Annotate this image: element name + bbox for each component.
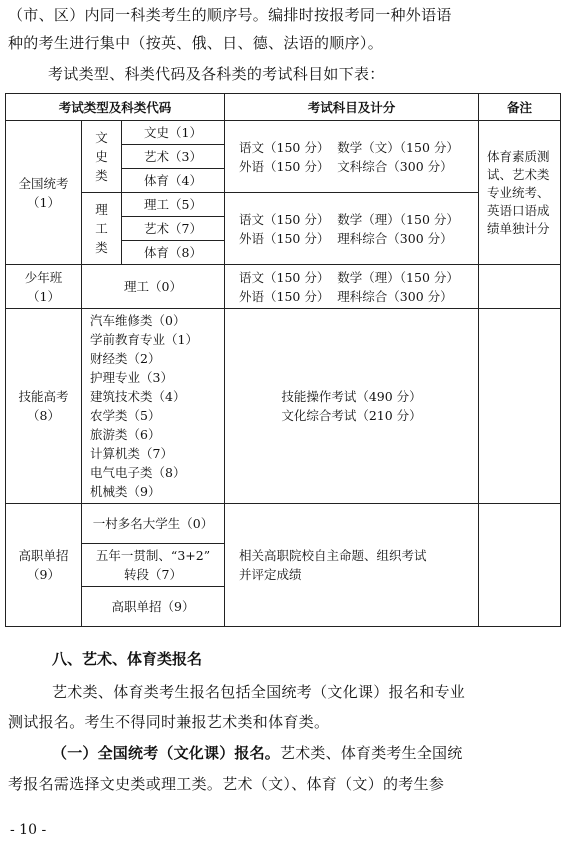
vocational-subjects-line: 并评定成绩 bbox=[239, 567, 302, 582]
page-number: - 10 - bbox=[10, 822, 47, 838]
wenshi-label-cell bbox=[82, 121, 122, 193]
skill-item: 电气电子类（8） bbox=[90, 465, 186, 480]
ligong-item: 艺术（7） bbox=[122, 217, 225, 241]
skill-item: 机械类（9） bbox=[90, 484, 161, 499]
paragraph-line bbox=[52, 742, 462, 763]
skill-subjects-line: 技能操作考试（490 分） bbox=[281, 389, 422, 404]
juvenile-note-cell bbox=[479, 265, 561, 309]
skill-item: 财经类（2） bbox=[90, 351, 161, 366]
header-subjects: 考试科目及计分 bbox=[225, 94, 479, 121]
skill-item: 旅游类（6） bbox=[90, 427, 161, 442]
skill-items-cell bbox=[82, 309, 225, 504]
paragraph-line: 测试报名。考生不得同时兼报艺术类和体育类。 bbox=[8, 713, 330, 731]
juvenile-subjects-line: 外语（150 分） 理科综合（300 分） bbox=[239, 288, 453, 304]
juvenile-subjects-cell bbox=[225, 265, 479, 309]
skill-note-cell bbox=[479, 309, 561, 504]
skill-item: 汽车维修类（0） bbox=[90, 313, 186, 328]
ligong-char: 工 bbox=[95, 221, 108, 236]
vocational-note-cell bbox=[479, 504, 561, 627]
table-row bbox=[6, 121, 561, 145]
ligong-char: 理 bbox=[95, 202, 108, 217]
juvenile-label: 少年班 bbox=[24, 269, 63, 285]
vocational-subjects-cell bbox=[225, 504, 479, 627]
skill-item: 农学类（5） bbox=[90, 408, 161, 423]
vocational-label-cell bbox=[6, 504, 82, 627]
intro-line-2: 种的考生进行集中（按英、俄、日、德、法语的顺序）。 bbox=[8, 34, 384, 52]
national-label-cell bbox=[6, 121, 82, 265]
header-note: 备注 bbox=[479, 94, 561, 121]
ligong-subjects-line: 语文（150 分） 数学（理）（150 分） bbox=[239, 211, 459, 227]
vocational-subjects-line: 相关高职院校自主命题、组织考试 bbox=[239, 548, 427, 563]
table-row bbox=[6, 193, 561, 217]
ligong-subjects-cell bbox=[225, 193, 479, 265]
vocational-item-line: 转段（7） bbox=[124, 567, 182, 582]
exam-subjects-table bbox=[5, 93, 561, 627]
national-label: 全国统考 bbox=[18, 175, 69, 191]
vocational-item-line: 五年一贯制、“3+2” bbox=[95, 548, 211, 563]
national-note-cell: 体育素质测试、艺术类专业统考、英语口语成绩单独计分 bbox=[479, 121, 561, 265]
subheading-bold: （一）全国统考（文化课）报名。 bbox=[52, 744, 281, 762]
skill-item: 计算机类（7） bbox=[90, 446, 173, 461]
juvenile-item: 理工（0） bbox=[82, 265, 225, 309]
national-code: （1） bbox=[27, 194, 60, 210]
juvenile-code: （1） bbox=[27, 288, 60, 304]
vocational-code: （9） bbox=[27, 567, 60, 582]
ligong-item: 理工（5） bbox=[122, 193, 225, 217]
skill-subjects-cell bbox=[225, 309, 479, 504]
vocational-item: 高职单招（9） bbox=[82, 587, 225, 627]
ligong-item: 体育（8） bbox=[122, 241, 225, 265]
wenshi-char: 史 bbox=[95, 149, 108, 164]
skill-item: 学前教育专业（1） bbox=[90, 332, 198, 347]
juvenile-label-cell bbox=[6, 265, 82, 309]
paragraph-text: 艺术类、体育类考生全国统 bbox=[280, 744, 463, 762]
intro-line-1: （市、区）内同一科类考生的顺序号。编排时按报考同一种外语语 bbox=[8, 6, 452, 24]
table-row bbox=[6, 265, 561, 309]
paragraph-line: 考报名需选择文史类或理工类。艺术（文）、体育（文）的考生参 bbox=[8, 775, 445, 793]
ligong-subjects-line: 外语（150 分） 理科综合（300 分） bbox=[239, 230, 453, 246]
table-row bbox=[6, 504, 561, 544]
ligong-label-cell bbox=[82, 193, 122, 265]
intro-line-3: 考试类型、科类代码及各科类的考试科目如下表： bbox=[48, 65, 385, 83]
skill-item: 建筑技术类（4） bbox=[90, 389, 186, 404]
wenshi-char: 文 bbox=[95, 130, 108, 145]
wenshi-char: 类 bbox=[95, 168, 108, 183]
vocational-item bbox=[82, 544, 225, 587]
wenshi-item: 体育（4） bbox=[122, 169, 225, 193]
wenshi-item: 文史（1） bbox=[122, 121, 225, 145]
header-type: 考试类型及科类代码 bbox=[6, 94, 225, 121]
skill-subjects-line: 文化综合考试（210 分） bbox=[281, 408, 422, 423]
vocational-item: 一村多名大学生（0） bbox=[82, 504, 225, 544]
wenshi-subjects-cell bbox=[225, 121, 479, 193]
vocational-label: 高职单招 bbox=[18, 548, 69, 563]
skill-item: 护理专业（3） bbox=[90, 370, 173, 385]
juvenile-subjects-line: 语文（150 分） 数学（理）（150 分） bbox=[239, 269, 459, 285]
ligong-char: 类 bbox=[95, 240, 108, 255]
wenshi-subjects-line: 语文（150 分） 数学（文）（150 分） bbox=[239, 139, 459, 155]
table-header-row bbox=[6, 94, 561, 121]
table-row bbox=[6, 309, 561, 504]
skill-label-cell bbox=[6, 309, 82, 504]
section-heading: 八、艺术、体育类报名 bbox=[52, 650, 203, 668]
wenshi-subjects-line: 外语（150 分） 文科综合（300 分） bbox=[239, 158, 453, 174]
wenshi-item: 艺术（3） bbox=[122, 145, 225, 169]
skill-label: 技能高考 bbox=[18, 389, 69, 404]
skill-code: （8） bbox=[27, 408, 60, 423]
paragraph-line: 艺术类、体育类考生报名包括全国统考（文化课）报名和专业 bbox=[52, 683, 466, 701]
